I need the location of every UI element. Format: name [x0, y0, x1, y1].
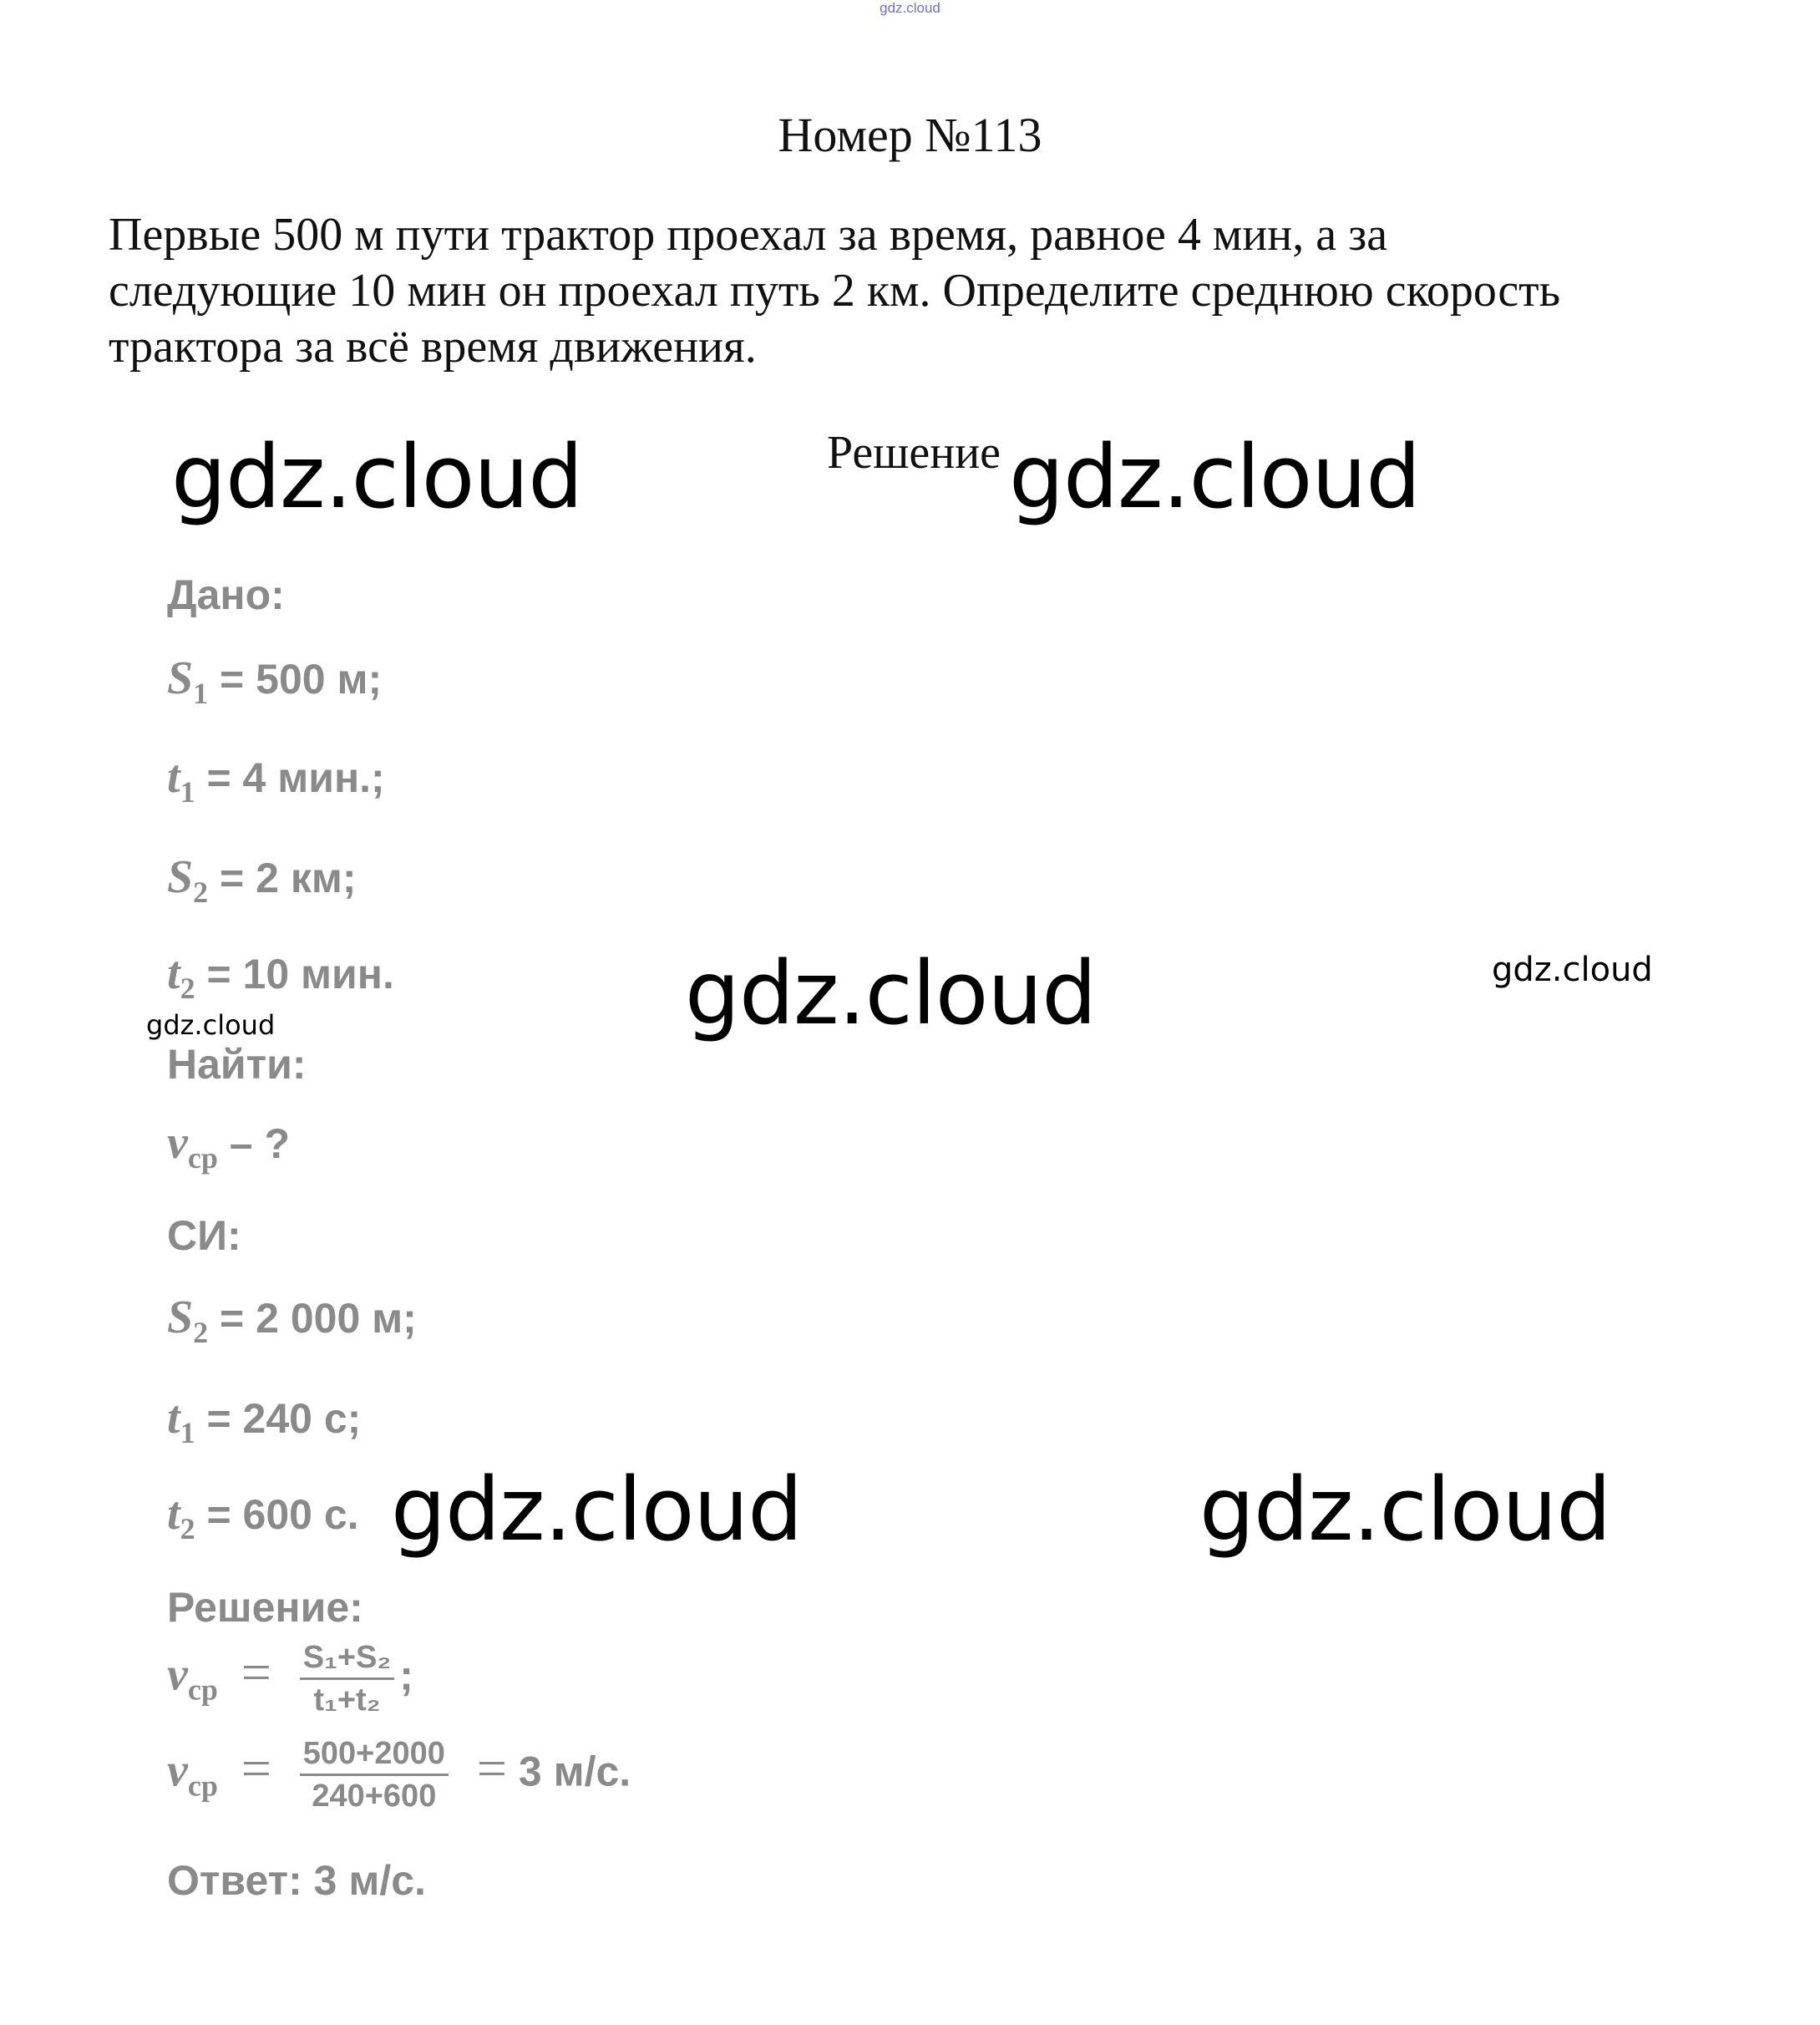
- answer: Ответ: 3 м/с.: [167, 1857, 426, 1904]
- fraction-denominator: t₁+t₂: [313, 1682, 381, 1718]
- solution-heading: Решение: [827, 427, 1001, 479]
- fraction-numerator: S₁+S₂: [300, 1637, 394, 1680]
- watermark: gdz.cloud: [1009, 426, 1421, 528]
- si-item: $S_2 = 2$ 000 м;: [167, 1292, 417, 1349]
- formula-calculation: $v_{ср}$ = $\frac{500+2000}{240+600}$ = 3 м/с.: [167, 1733, 631, 1816]
- problem-line: следующие 10 мин он проехал путь 2 км. Определите среднюю скорость: [109, 265, 1561, 317]
- given-item: $t_1 = 4$ мин.;: [167, 751, 385, 809]
- given-item: $S_2 = 2$ км;: [167, 851, 357, 909]
- find-item: $v_{ср}$ – ?: [167, 1117, 290, 1175]
- site-mark: gdz.cloud: [880, 0, 940, 16]
- fraction-denominator: 240+600: [312, 1779, 437, 1814]
- watermark: gdz.cloud: [391, 1459, 803, 1561]
- problem-statement: [109, 207, 1729, 375]
- given-label: Дано:: [167, 571, 285, 618]
- watermark: gdz.cloud: [685, 942, 1097, 1044]
- problem-line: трактора за всё время движения.: [109, 321, 757, 373]
- watermark: gdz.cloud: [146, 1009, 276, 1041]
- fraction-numerator: 500+2000: [300, 1733, 449, 1776]
- page-title: Номер №113: [778, 108, 1042, 162]
- solution-label: Решение:: [167, 1584, 363, 1631]
- watermark: gdz.cloud: [1492, 951, 1653, 989]
- watermark: gdz.cloud: [1199, 1459, 1611, 1561]
- si-label: СИ:: [167, 1212, 241, 1259]
- si-item: $t_1 = 240$ с;: [167, 1392, 362, 1449]
- watermark: gdz.cloud: [171, 426, 583, 528]
- given-item: $S_1 = 500$ м;: [167, 652, 383, 710]
- fraction: [300, 1733, 449, 1816]
- given-item: $t_2 = 10$ мин.: [167, 947, 394, 1005]
- problem-line: Первые 500 м пути трактор проехал за время, равное 4 мин, а за: [109, 209, 1388, 261]
- formula-average-speed: $v_{ср}$ = $\frac{\text{S₁+S₂}}{\text{t₁+t₂}}$ ;: [167, 1637, 413, 1720]
- si-item: $t_2 = 600$ с.: [167, 1488, 359, 1545]
- fraction: [300, 1637, 394, 1720]
- find-label: Найти:: [167, 1041, 307, 1088]
